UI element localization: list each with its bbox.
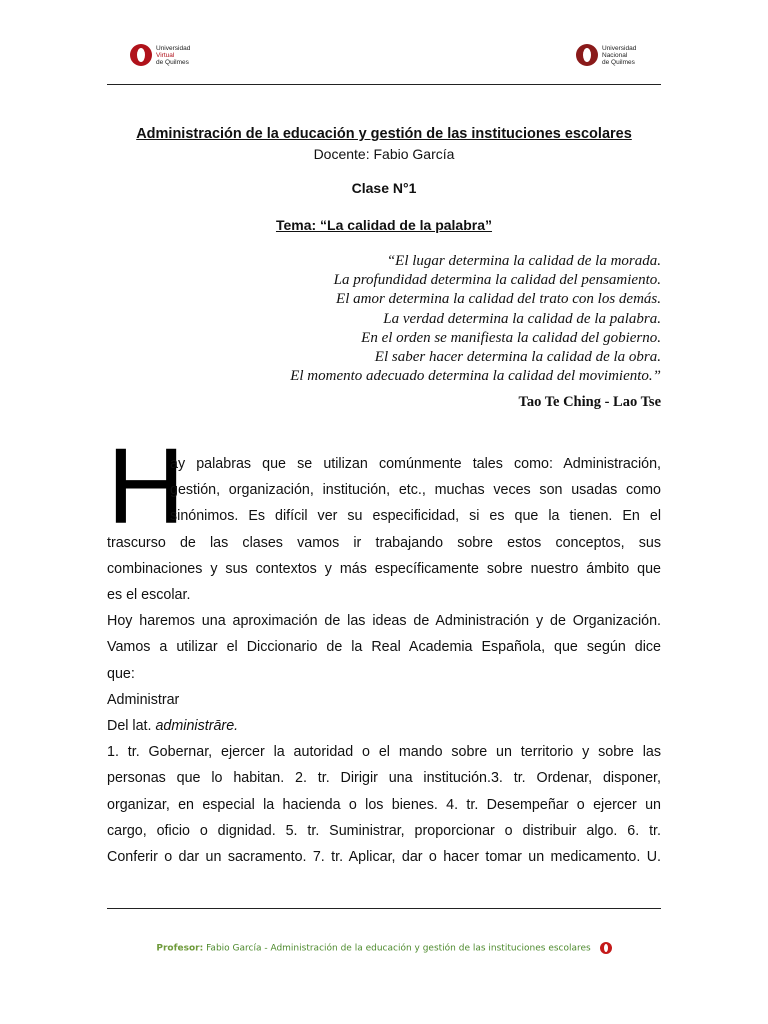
body-line: Administrar bbox=[107, 691, 180, 708]
quote-line: En el orden se manifiesta la calidad del gobierno. bbox=[361, 329, 661, 346]
etymology-prefix: Del lat. bbox=[107, 718, 152, 735]
footer-label: Profesor: bbox=[156, 943, 204, 954]
body-line: que: bbox=[107, 665, 135, 682]
right-logo-text bbox=[602, 45, 636, 66]
page-footer bbox=[107, 942, 661, 954]
footer-divider bbox=[107, 908, 661, 909]
quote-line: La profundidad determina la calidad del pensamiento. bbox=[333, 272, 661, 289]
university-logo-icon bbox=[130, 44, 152, 66]
document-title: Administración de la educación y gestión de las instituciones escolares bbox=[136, 126, 632, 142]
logo-text-line: de Quilmes bbox=[602, 58, 635, 66]
drop-cap: H bbox=[107, 425, 185, 546]
body-line: organizar, en especial la hacienda o los bienes. 4. tr. Desempeñar o ejercer un bbox=[107, 796, 661, 813]
footer-text: Fabio García - Administración de la educación y gestión de las instituciones escolares bbox=[206, 943, 591, 954]
quote-author: Tao Te Ching - Lao Tse bbox=[518, 394, 661, 410]
left-university-logo bbox=[130, 44, 190, 66]
body-line: trascurso de las clases vamos ir trabajando sobre estos conceptos, sus bbox=[107, 534, 661, 551]
body-line: ay palabras que se utilizan comúnmente tales como: Administración, bbox=[170, 456, 661, 472]
university-logo-icon bbox=[576, 44, 598, 66]
header-divider bbox=[107, 84, 661, 85]
logo-text-line: Virtual bbox=[156, 51, 175, 59]
body-line: es el escolar. bbox=[107, 587, 191, 604]
quote-line: El momento adecuado determina la calidad del movimiento.” bbox=[290, 368, 661, 385]
quote-line: El saber hacer determina la calidad de la obra. bbox=[374, 349, 661, 366]
body-line: Vamos a utilizar el Diccionario de la Real Academia Española, que según dice bbox=[107, 639, 661, 656]
body-line: cargo, oficio o dignidad. 5. tr. Suministrar, proporcionar o distribuir algo. 6. tr. bbox=[107, 822, 661, 839]
body-line: Conferir o dar un sacramento. 7. tr. Aplicar, dar o hacer tomar un medicamento. U. bbox=[107, 849, 661, 866]
topic-heading: Tema: “La calidad de la palabra” bbox=[275, 217, 493, 233]
logo-text-line: Nacional bbox=[602, 51, 628, 59]
body-text bbox=[107, 451, 661, 870]
body-line bbox=[107, 713, 661, 739]
class-number: Clase N°1 bbox=[351, 180, 417, 196]
body-line: gestión, organización, institución, etc., muchas veces son usadas como bbox=[170, 482, 661, 499]
epigraph-quote bbox=[181, 252, 661, 386]
quote-line: El amor determina la calidad del trato con los demás. bbox=[336, 291, 661, 308]
quote-line: “El lugar determina la calidad de la morada. bbox=[386, 253, 661, 269]
logo-text-line: Universidad bbox=[156, 44, 191, 52]
logo-text-line: Universidad bbox=[602, 44, 637, 52]
etymology-word: administrāre. bbox=[155, 718, 239, 735]
teacher-line: Docente: Fabio García bbox=[313, 146, 455, 162]
logo-text-line: de Quilmes bbox=[156, 58, 189, 66]
body-line: sinónimos. Es difícil ver su especificidad, si es que la tienen. En el bbox=[170, 508, 661, 525]
footer-logo-icon bbox=[600, 942, 612, 954]
quote-line: La verdad determina la calidad de la palabra. bbox=[383, 310, 661, 327]
body-line: personas que lo habitan. 2. tr. Dirigir una institución.3. tr. Ordenar, disponer, bbox=[107, 770, 661, 787]
left-logo-text bbox=[156, 45, 190, 66]
body-line: 1. tr. Gobernar, ejercer la autoridad o el mando sobre un territorio y sobre las bbox=[107, 744, 661, 761]
body-line: combinaciones y sus contextos y más específicamente sobre nuestro ámbito que bbox=[107, 560, 661, 577]
right-university-logo bbox=[576, 44, 636, 66]
body-line: Hoy haremos una aproximación de las ideas de Administración y de Organización. bbox=[107, 613, 661, 630]
